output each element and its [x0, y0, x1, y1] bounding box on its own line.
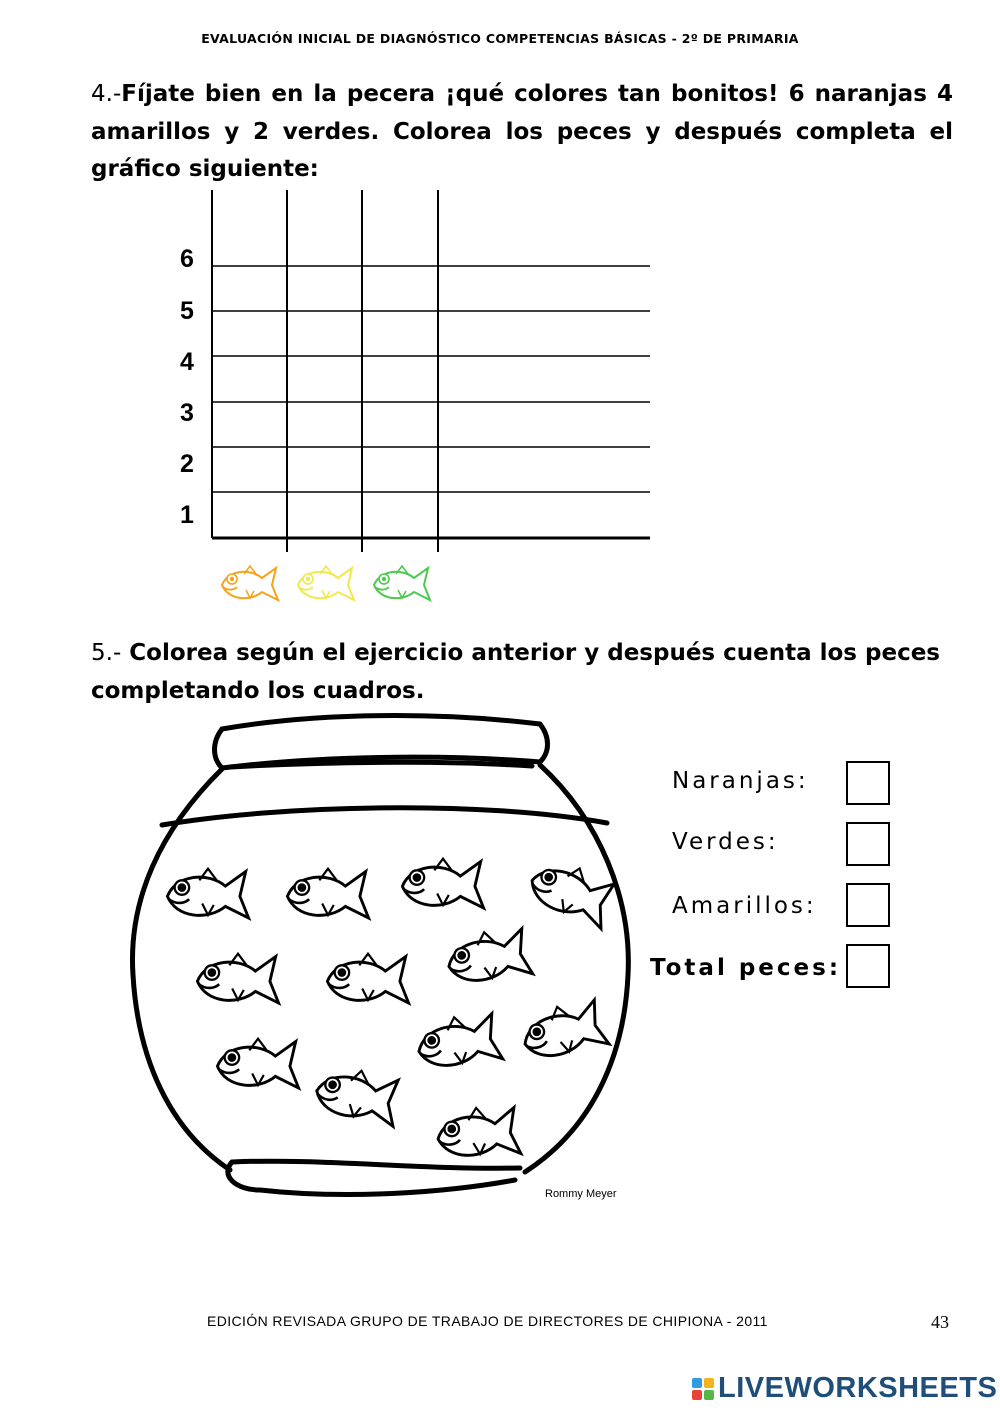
naranjas-answer-box[interactable] [846, 761, 890, 805]
exercise-5-text: Colorea según el ejercicio anterior y después cuenta los peces completando los cuadros. [91, 640, 940, 704]
bowl-fish-icon [327, 954, 408, 1003]
orange-fish-icon [210, 560, 286, 610]
bowl-fish-icon [444, 925, 533, 988]
bowl-fish-icon [167, 869, 248, 918]
bowl-fish-icon [414, 1010, 503, 1073]
bowl-fish-icon [525, 855, 618, 929]
bowl-fish-icon [402, 859, 483, 908]
bowl-fish-icon [436, 1104, 521, 1160]
y-label-4: 4 [180, 348, 194, 376]
verdes-answer-box[interactable] [846, 822, 890, 866]
logo-tile [692, 1378, 702, 1388]
total-peces-label: Total peces: [650, 955, 842, 981]
bowl-fish-icon [313, 1064, 402, 1127]
exercise-5-number: 5.- [91, 640, 122, 666]
y-label-1: 1 [180, 501, 194, 529]
total-peces-answer-box[interactable] [846, 944, 890, 988]
illustrator-signature: Rommy Meyer [545, 1188, 617, 1200]
y-label-6: 6 [180, 245, 194, 273]
logo-tile [692, 1390, 702, 1400]
logo-tile [704, 1378, 714, 1388]
exercise-4-instructions [91, 76, 953, 189]
y-label-5: 5 [180, 297, 194, 325]
logo-tile [704, 1390, 714, 1400]
page-number: 43 [931, 1312, 949, 1332]
y-label-3: 3 [180, 399, 194, 427]
bowl-fish-icon [197, 954, 278, 1003]
page-header: EVALUACIÓN INICIAL DE DIAGNÓSTICO COMPETENCIAS BÁSICAS - 2º DE PRIMARIA [201, 31, 799, 46]
exercise-4-number: 4.- [91, 81, 122, 107]
exercise-4-text: Fíjate bien en la pecera ¡qué colores tan bonitos! 6 naranjas 4 amarillos y 2 verdes. Colorea los peces y después completa el gráfico siguiente: [91, 81, 953, 182]
green-fish-icon [362, 560, 438, 610]
liveworksheets-wordmark: LIVEWORKSHEETS [718, 1372, 998, 1404]
y-label-2: 2 [180, 450, 194, 478]
verdes-label: Verdes: [672, 829, 779, 855]
naranjas-label: Naranjas: [672, 768, 809, 794]
liveworksheets-brand[interactable] [692, 1372, 997, 1405]
exercise-5-instructions [91, 635, 951, 710]
amarillos-answer-box[interactable] [846, 883, 890, 927]
bowl-fish-icon [518, 996, 609, 1065]
page-footer: EDICIÓN REVISADA GRUPO DE TRABAJO DE DIRECTORES DE CHIPIONA - 2011 [207, 1313, 768, 1329]
bowl-fish-icon [217, 1039, 298, 1088]
liveworksheets-logo-icon [692, 1378, 714, 1400]
yellow-fish-icon [286, 560, 362, 610]
bowl-fish-icon [287, 869, 368, 918]
amarillos-label: Amarillos: [672, 893, 817, 919]
